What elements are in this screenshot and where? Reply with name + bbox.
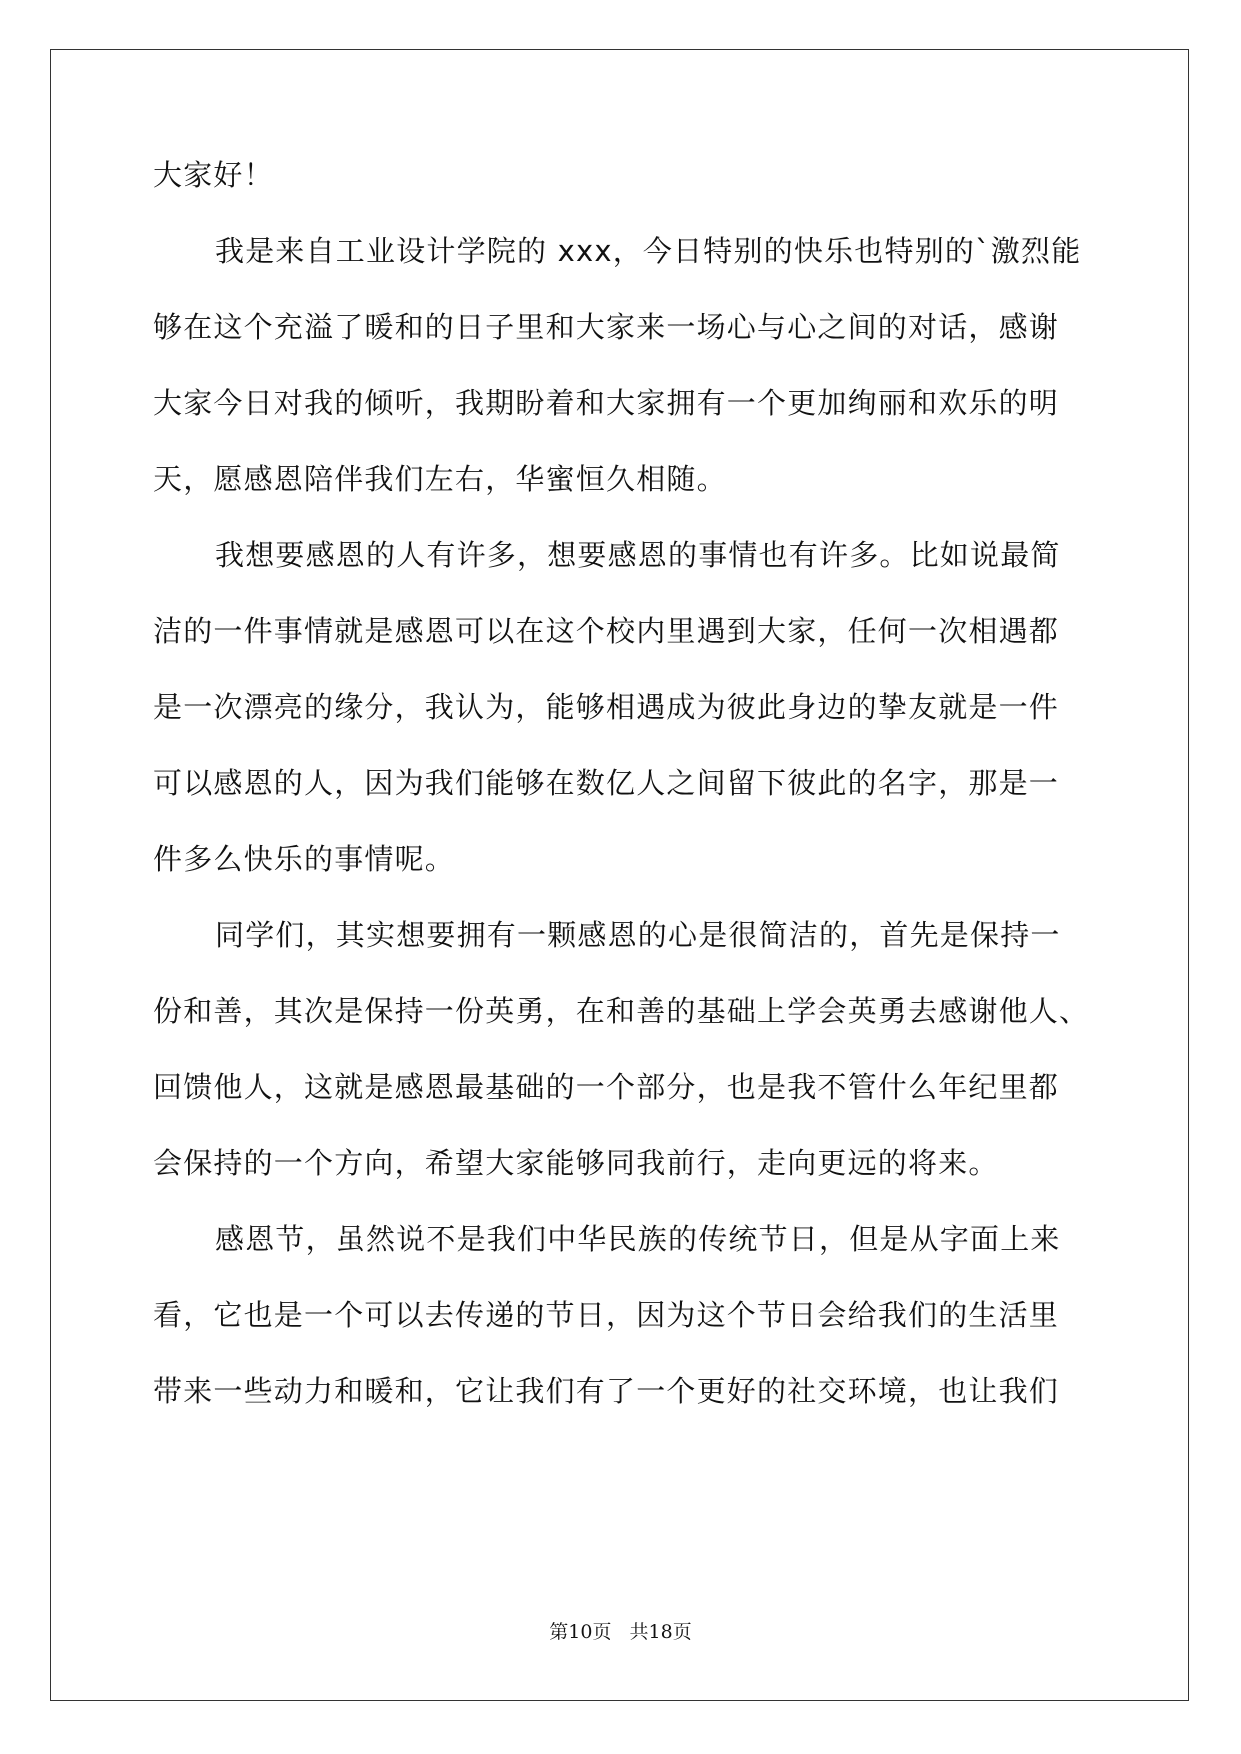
text-line: 件多么快乐的事情呢。 (153, 842, 456, 876)
text-line: 大家今日对我的倾听，我期盼着和大家拥有一个更加绚丽和欢乐的明 (153, 386, 1060, 420)
text-line: 够在这个充溢了暖和的日子里和大家来一场心与心之间的对话，感谢 (153, 310, 1060, 344)
text-line: 天，愿感恩陪伴我们左右，华蜜恒久相随。 (153, 462, 727, 496)
text-line: 会保持的一个方向，希望大家能够同我前行，走向更远的将来。 (153, 1146, 999, 1180)
text-line: 份和善，其次是保持一份英勇，在和善的基础上学会英勇去感谢他人、 (153, 994, 1090, 1028)
text-line: 洁的一件事情就是感恩可以在这个校内里遇到大家，任何一次相遇都 (153, 614, 1060, 648)
text-line: 回馈他人，这就是感恩最基础的一个部分，也是我不管什么年纪里都 (153, 1070, 1060, 1104)
page-number-total: 共18页 (629, 1621, 692, 1643)
page-footer (0, 1619, 1241, 1645)
page-number-current: 第10页 (549, 1621, 612, 1643)
text-line: 看，它也是一个可以去传递的节日，因为这个节日会给我们的生活里 (153, 1298, 1060, 1332)
text-line: 我想要感恩的人有许多，想要感恩的事情也有许多。比如说最简 (215, 538, 1061, 572)
text-line: 带来一些动力和暖和，它让我们有了一个更好的社交环境，也让我们 (153, 1374, 1060, 1408)
text-line: 可以感恩的人，因为我们能够在数亿人之间留下彼此的名字，那是一 (153, 766, 1060, 800)
text-line: 是一次漂亮的缘分，我认为，能够相遇成为彼此身边的挚友就是一件 (153, 690, 1060, 724)
text-line: 感恩节，虽然说不是我们中华民族的传统节日，但是从字面上来 (215, 1222, 1061, 1256)
text-line: 同学们，其实想要拥有一颗感恩的心是很简洁的，首先是保持一 (215, 918, 1061, 952)
text-line: 我是来自工业设计学院的 xxx，今日特别的快乐也特别的`激烈能 (215, 234, 1082, 268)
greeting-line: 大家好！ (153, 158, 274, 192)
